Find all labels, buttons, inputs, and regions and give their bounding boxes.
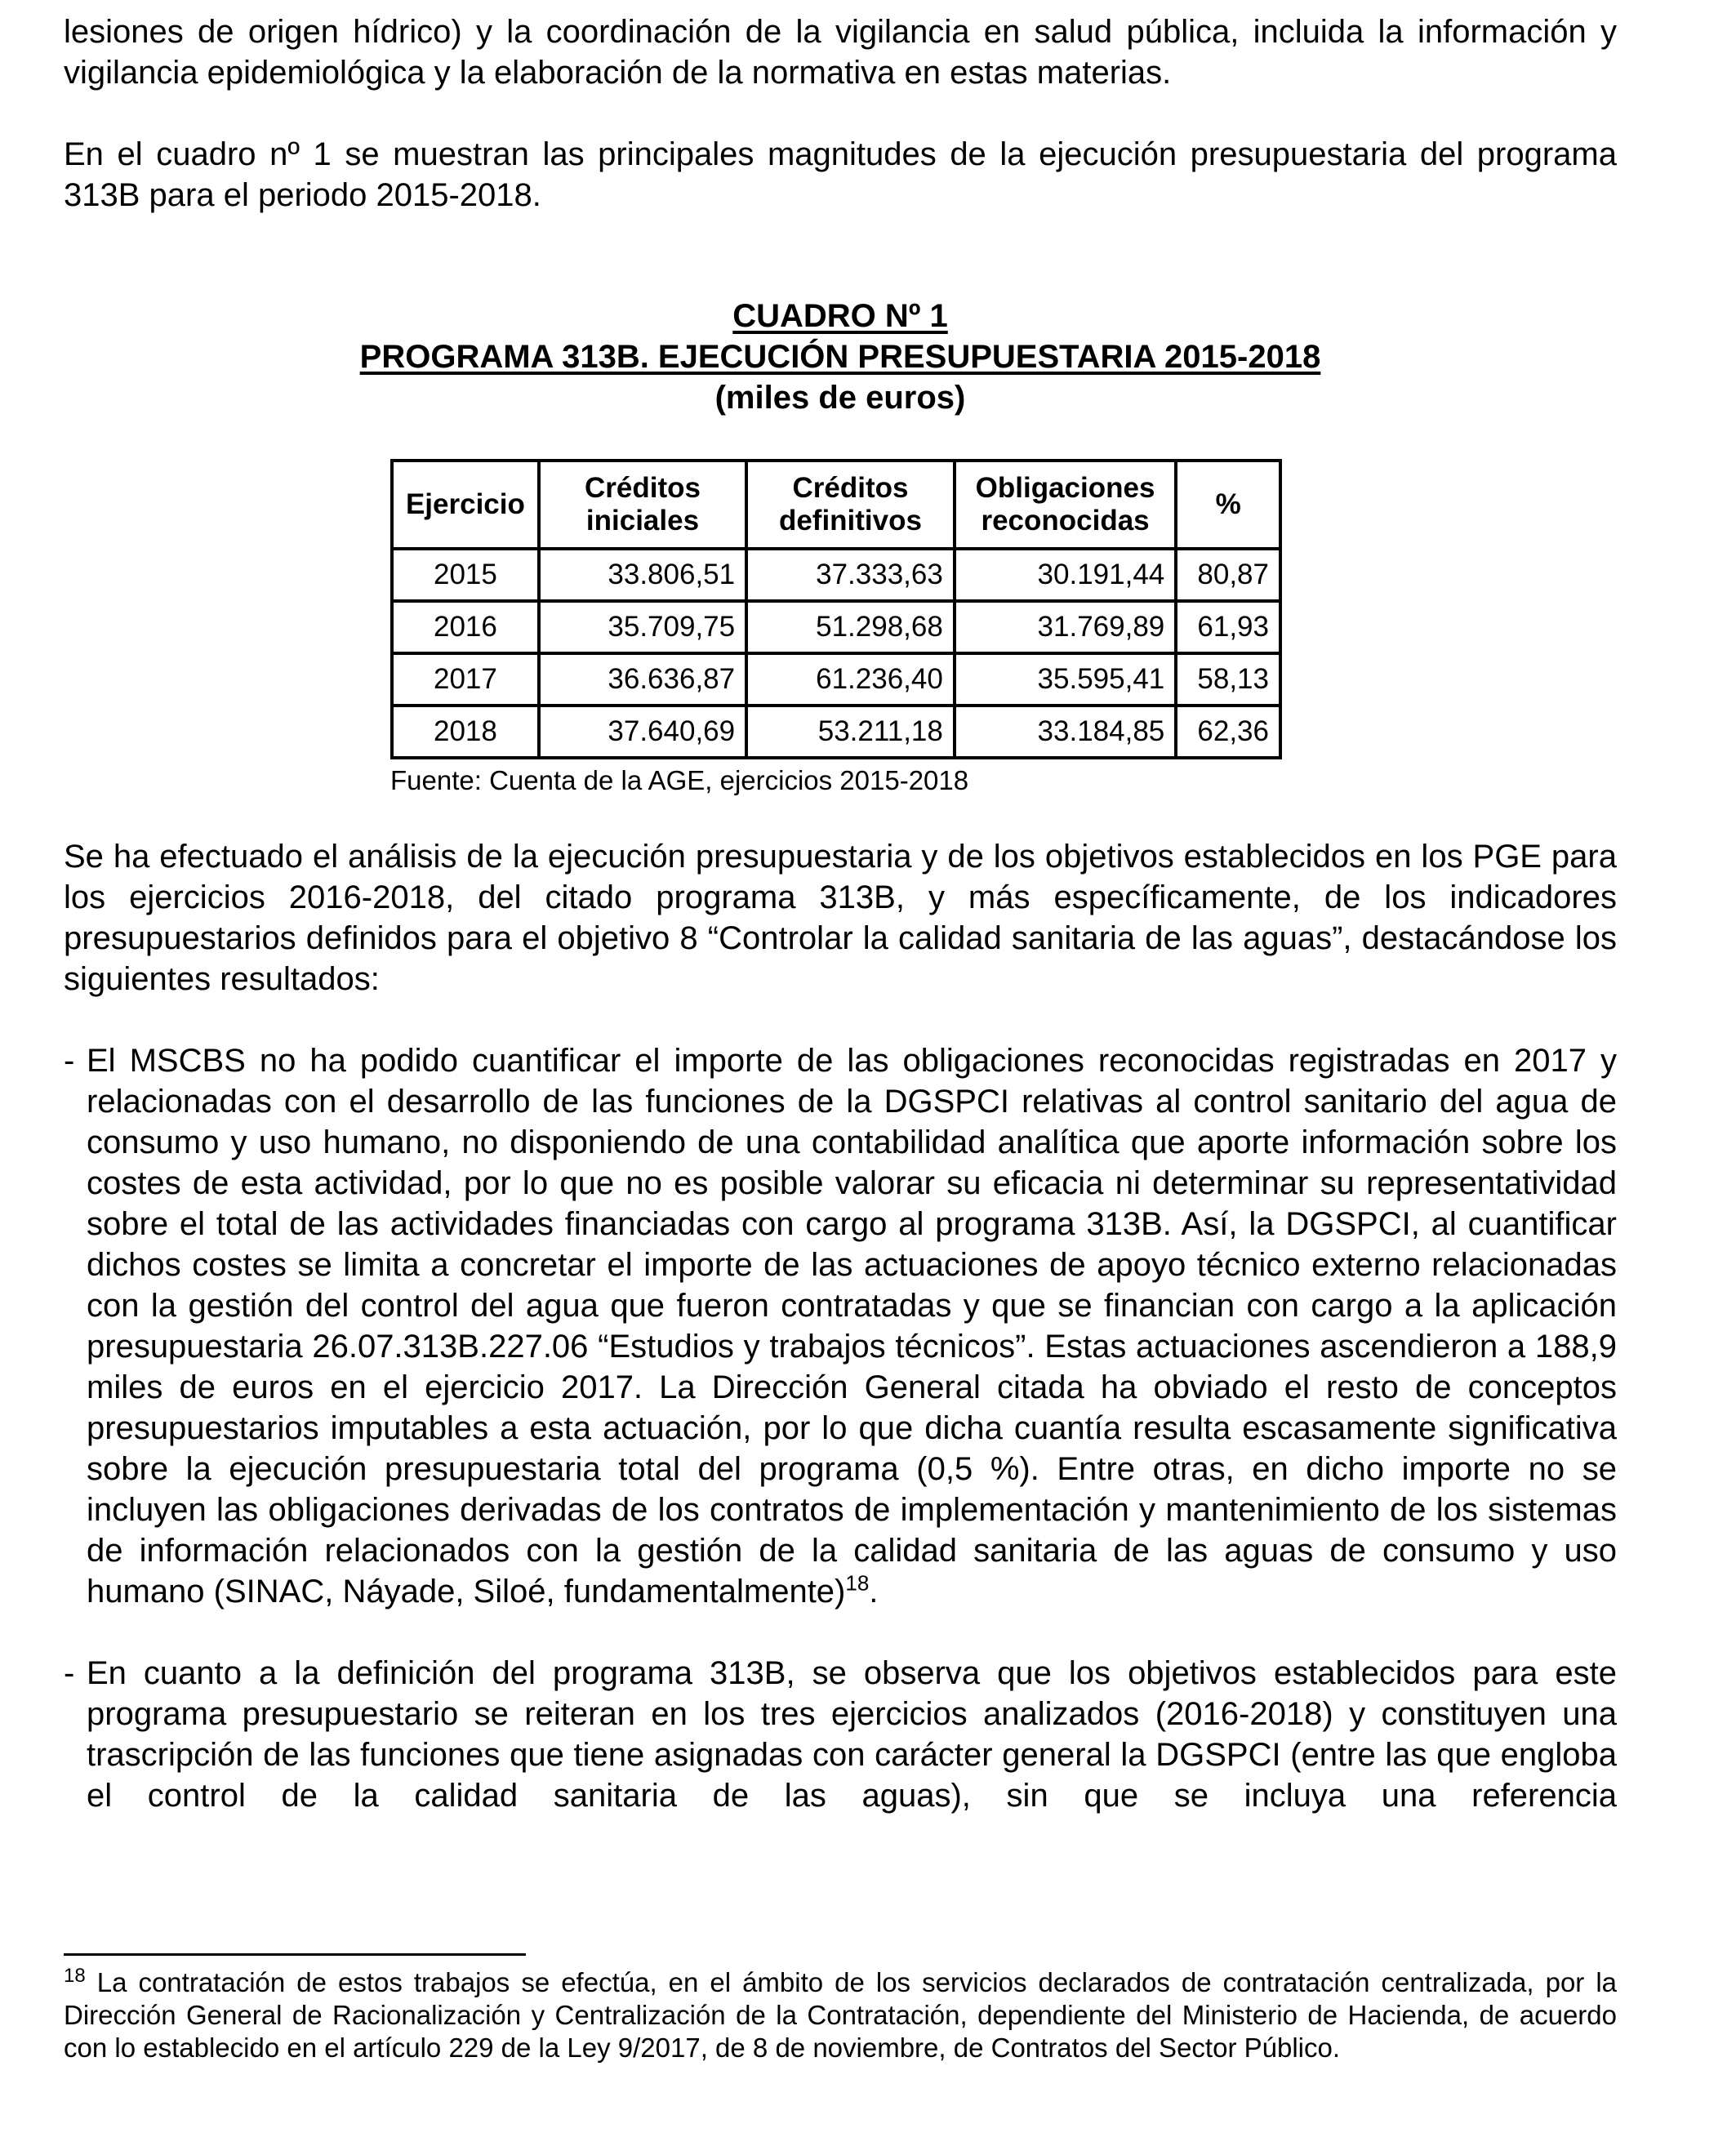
footnote-number: 18 <box>64 1965 86 1987</box>
cell-year: 2015 <box>392 549 539 601</box>
cell-porcentaje: 80,87 <box>1176 549 1280 601</box>
header-obligaciones-reconocidas <box>955 461 1176 549</box>
header-porcentaje: % <box>1176 461 1280 549</box>
cell-obligaciones: 35.595,41 <box>955 653 1176 706</box>
list-item <box>64 1653 1617 1816</box>
cell-creditos-definitivos: 51.298,68 <box>746 601 955 653</box>
table-row <box>392 549 1280 601</box>
intro-paragraph-2: En el cuadro nº 1 se muestran las principales magnitudes de la ejecución presupuestaria del programa 313B para el periodo 2015-2018. <box>64 136 1617 213</box>
bullet-1-end: . <box>869 1574 879 1610</box>
bullet-dash: - <box>64 1043 75 1079</box>
cell-obligaciones: 30.191,44 <box>955 549 1176 601</box>
table-row <box>392 601 1280 653</box>
bullet-1-text: El MSCBS no ha podido cuantificar el importe de las obligaciones reconocidas registradas en 2017 y relacionadas con el desarrollo de las funciones de la DGSPCI relativas al control sanitario del agua de consumo y uso humano, no disponiendo de una contabilidad analítica que aporte información sobre los costes de esta actividad, por lo que no es posible valorar su eficacia ni determinar su representatividad sobre el total de las actividades financiadas con cargo al programa 313B. Así, la DGSPCI, al cuantificar dichos costes se limita a concretar el importe de las actuaciones de apoyo técnico externo relacionadas con la gestión del control del agua que fueron contratadas y que se financian con cargo a la aplicación presupuestaria 26.07.313B.227.06 “Estudios y trabajos técnicos”. Estas actuaciones ascendieron a 188,9 miles de euros en el ejercicio 2017. La Dirección General citada ha obviado el resto de conceptos presupuestarios imputables a esta actuación, por lo que dicha cuantía resulta escasamente significativa sobre la ejecución presupuestaria total del programa (0,5 %). Entre otras, en dicho importe no se incluyen las obligaciones derivadas de los contratos de implementación y mantenimiento de los sistemas de información relacionados con la gestión de la calidad sanitaria de las aguas de consumo y uso humano (SINAC, Náyade, Siloé, fundamentalmente) <box>87 1043 1617 1610</box>
header-obligaciones-line-2: reconocidas <box>981 505 1150 537</box>
table-row <box>392 706 1280 758</box>
table-title-line-3: (miles de euros) <box>714 380 966 416</box>
header-creditos-iniciales-line-2: iniciales <box>585 505 700 537</box>
cell-creditos-definitivos: 61.236,40 <box>746 653 955 706</box>
header-creditos-definitivos <box>746 461 955 549</box>
footnote <box>64 1966 1617 2064</box>
cell-year: 2016 <box>392 601 539 653</box>
analysis-paragraph: Se ha efectuado el análisis de la ejecución presupuestaria y de los objetivos establecidos en los PGE para los ejercicios 2016-2018, del citado programa 313B, y más específicamente, de los indicadores presupuestarios definidos para el objetivo 8 “Controlar la calidad sanitaria de las aguas”, destacándose los siguientes resultados: <box>64 839 1617 997</box>
cell-creditos-definitivos: 53.211,18 <box>746 706 955 758</box>
cell-creditos-iniciales: 35.709,75 <box>539 601 746 653</box>
budget-table <box>390 459 1282 759</box>
header-creditos-definitivos-line-2: definitivos <box>778 505 922 537</box>
budget-table-wrapper <box>390 459 1282 799</box>
header-ejercicio: Ejercicio <box>392 461 539 549</box>
document-page <box>64 11 1617 1857</box>
header-obligaciones-line-1: Obligaciones <box>975 472 1155 504</box>
list-item <box>64 1040 1617 1612</box>
results-list <box>64 1040 1617 1816</box>
header-creditos-iniciales-line-1: Créditos <box>584 472 701 504</box>
bullet-2-text: En cuanto a la definición del programa 313B, se observa que los objetivos establecidos para este programa presupuestario se reiteran en los tres ejercicios analizados (2016-2018) y constituyen una trascripción de las funciones que tiene asignadas con carácter general la DGSPCI (entre las que engloba el control de la calidad sanitaria de las aguas), sin que se incluya una referencia <box>87 1655 1617 1814</box>
cell-porcentaje: 58,13 <box>1176 653 1280 706</box>
footnote-text: La contratación de estos trabajos se efectúa, en el ámbito de los servicios declarados de contratación centralizada, por la Dirección General de Racionalización y Centralización de la Contratación, dependiente del Ministerio de Hacienda, de acuerdo con lo establecido en el artículo 229 de la Ley 9/2017, de 8 de noviembre, de Contratos del Sector Público. <box>64 1967 1617 2063</box>
intro-paragraph-1: lesiones de origen hídrico) y la coordinación de la vigilancia en salud pública, incluida la información y vigilancia epidemiológica y la elaboración de la normativa en estas materias. <box>64 14 1617 91</box>
table-title <box>64 296 1617 418</box>
header-creditos-iniciales <box>539 461 746 549</box>
cell-creditos-iniciales: 33.806,51 <box>539 549 746 601</box>
cell-porcentaje: 62,36 <box>1176 706 1280 758</box>
header-creditos-definitivos-line-1: Créditos <box>792 472 909 504</box>
cell-creditos-iniciales: 36.636,87 <box>539 653 746 706</box>
cell-obligaciones: 33.184,85 <box>955 706 1176 758</box>
table-title-line-1: CUADRO Nº 1 <box>732 298 948 334</box>
cell-porcentaje: 61,93 <box>1176 601 1280 653</box>
cell-obligaciones: 31.769,89 <box>955 601 1176 653</box>
footnote-separator <box>64 1953 526 1956</box>
bullet-dash: - <box>64 1655 75 1691</box>
cell-year: 2017 <box>392 653 539 706</box>
table-source: Fuente: Cuenta de la AGE, ejercicios 2015-2018 <box>390 765 969 795</box>
footnote-reference[interactable]: 18 <box>845 1570 870 1596</box>
table-title-line-2: PROGRAMA 313B. EJECUCIÓN PRESUPUESTARIA 2015-2018 <box>359 339 1321 375</box>
table-header-row <box>392 461 1280 549</box>
table-row <box>392 653 1280 706</box>
cell-creditos-iniciales: 37.640,69 <box>539 706 746 758</box>
cell-year: 2018 <box>392 706 539 758</box>
cell-creditos-definitivos: 37.333,63 <box>746 549 955 601</box>
